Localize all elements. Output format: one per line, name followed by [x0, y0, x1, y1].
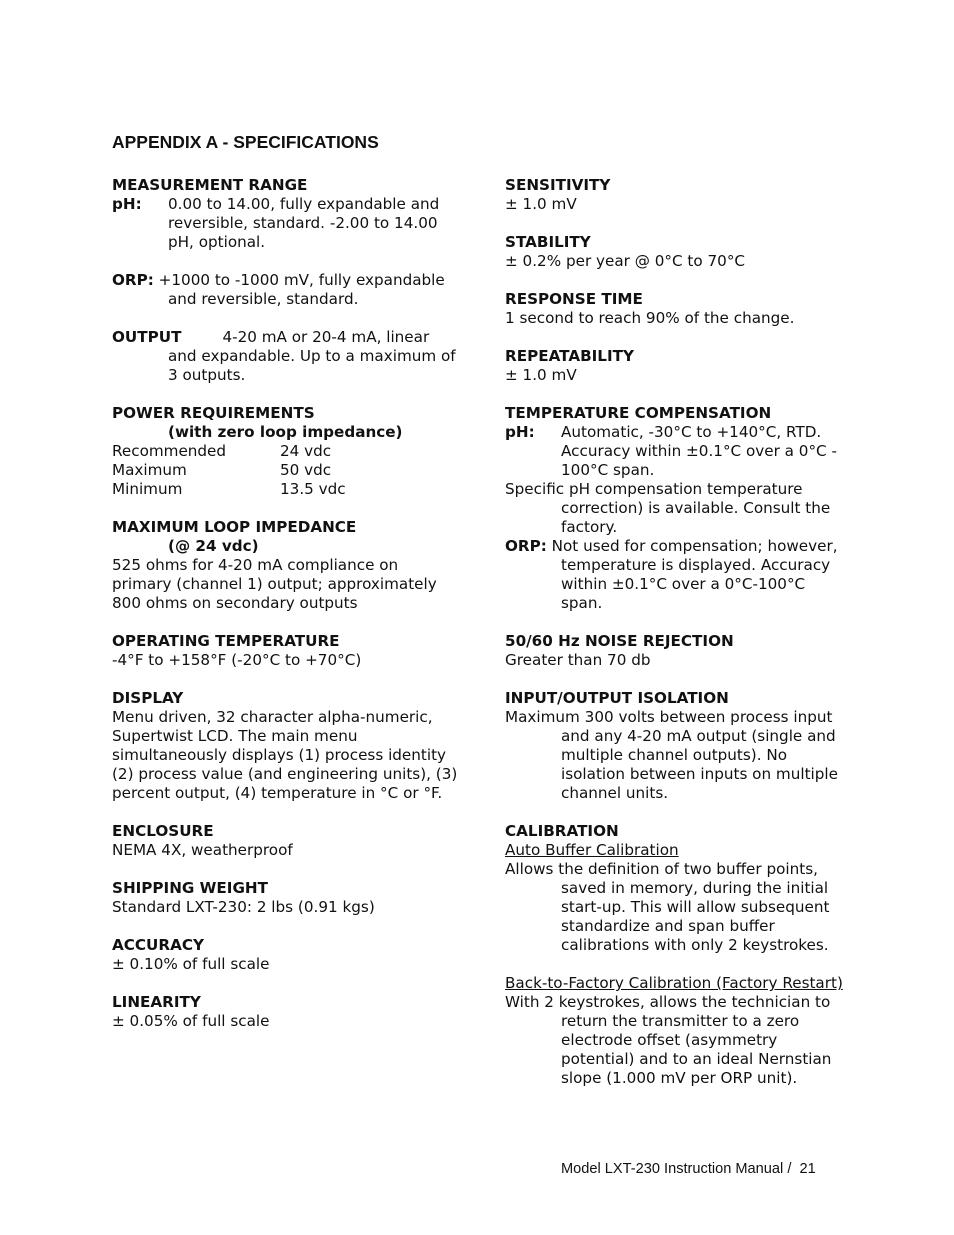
sensitivity-section — [505, 176, 850, 214]
repeatability-section — [505, 347, 850, 385]
operating-temp-section — [112, 632, 462, 670]
accuracy-heading: ACCURACY — [112, 936, 204, 954]
measurement-range-heading: MEASUREMENT RANGE — [112, 176, 308, 194]
enclosure-section — [112, 822, 462, 860]
accuracy-section — [112, 936, 462, 974]
power-row — [112, 480, 462, 499]
sensitivity-text: ± 1.0 mV — [505, 195, 577, 213]
display-section — [112, 689, 462, 803]
display-heading: DISPLAY — [112, 689, 184, 707]
noise-heading: 50/60 Hz NOISE REJECTION — [505, 632, 734, 650]
calibration-heading: CALIBRATION — [505, 822, 619, 840]
measurement-range-ph — [112, 195, 462, 252]
isolation-section — [505, 689, 850, 803]
temp-comp-orp — [505, 537, 850, 613]
temp-comp-orp-label: ORP: — [505, 537, 547, 555]
auto-buffer-text: Allows the definition of two buffer points, saved in memory, during the initial start-up. This will allow subsequent standardize and span buffer calibrations with only 2 keystrokes. — [505, 860, 830, 954]
power-heading: POWER REQUIREMENTS — [112, 404, 315, 422]
linearity-text: ± 0.05% of full scale — [112, 1012, 270, 1030]
operating-temp-text: -4°F to +158°F (-20°C to +70°C) — [112, 651, 362, 669]
factory-calibration-section — [505, 974, 850, 1088]
power-row-value: 50 vdc — [280, 461, 332, 479]
factory-calibration-title-wrap — [505, 974, 850, 993]
orp-range-paragraph — [112, 271, 462, 309]
shipping-text: Standard LXT-230: 2 lbs (0.91 kgs) — [112, 898, 375, 916]
power-row-value: 13.5 vdc — [280, 480, 346, 498]
linearity-section — [112, 993, 462, 1031]
footer-manual-title: Model LXT-230 Instruction Manual / — [561, 1161, 792, 1177]
power-subheading: (with zero loop impedance) — [168, 423, 403, 441]
temp-comp-heading: TEMPERATURE COMPENSATION — [505, 404, 772, 422]
temp-comp-ph-label: pH: — [505, 423, 535, 441]
loop-text: 525 ohms for 4-20 mA compliance on primary (channel 1) output; approximately 800 ohms on secondary outputs — [112, 556, 437, 612]
noise-text: Greater than 70 db — [505, 651, 651, 669]
repeatability-text: ± 1.0 mV — [505, 366, 577, 384]
stability-text: ± 0.2% per year @ 0°C to 70°C — [505, 252, 746, 270]
orp-range-text: +1000 to -1000 mV, fully expandable and reversible, standard. — [158, 271, 445, 308]
sensitivity-heading: SENSITIVITY — [505, 176, 611, 194]
accuracy-text: ± 0.10% of full scale — [112, 955, 270, 973]
ph-range-text: 0.00 to 14.00, fully expandable and reversible, standard. -2.00 to 14.00 pH, optional. — [168, 195, 440, 251]
enclosure-heading: ENCLOSURE — [112, 822, 214, 840]
response-text: 1 second to reach 90% of the change. — [505, 309, 795, 327]
temp-comp-specific: Specific pH compensation temperature correction) is available. Consult the factory. — [505, 480, 831, 536]
temp-comp-ph-text: Automatic, -30°C to +140°C, RTD. Accuracy within ±0.1°C over a 0°C - 100°C span. — [561, 423, 837, 479]
output-section — [112, 328, 462, 385]
isolation-text: Maximum 300 volts between process input and any 4-20 mA output (single and multiple channel outputs). No isolation between inputs on multiple channel units. — [505, 708, 838, 802]
power-row — [112, 442, 462, 461]
repeatability-heading: REPEATABILITY — [505, 347, 634, 365]
power-section — [112, 404, 462, 499]
enclosure-text: NEMA 4X, weatherproof — [112, 841, 293, 859]
auto-buffer-title: Auto Buffer Calibration — [505, 841, 679, 859]
page-number: 21 — [799, 1161, 816, 1177]
factory-calibration-title: Back-to-Factory Calibration (Factory Restart) — [505, 974, 843, 992]
loop-heading: MAXIMUM LOOP IMPEDANCE — [112, 518, 357, 536]
loop-section — [112, 518, 462, 613]
orp-label: ORP: — [112, 271, 154, 289]
temp-comp-orp-text: Not used for compensation; however, temperature is displayed. Accuracy within ±0.1°C over a 0°C-100°C span. — [551, 537, 838, 612]
temp-comp-section — [505, 404, 850, 613]
power-row-value: 24 vdc — [280, 442, 332, 460]
power-row — [112, 461, 462, 480]
power-row-label: Maximum — [112, 461, 187, 479]
factory-calibration-text: With 2 keystrokes, allows the technician to return the transmitter to a zero electrode offset (asymmetry potential) and to an ideal Nernstian slope (1.000 mV per ORP unit). — [505, 993, 832, 1087]
shipping-section — [112, 879, 462, 917]
temp-comp-ph — [505, 423, 850, 480]
stability-heading: STABILITY — [505, 233, 591, 251]
right-column — [505, 176, 850, 1107]
measurement-range-orp — [112, 271, 462, 309]
noise-section — [505, 632, 850, 670]
output-label: OUTPUT — [112, 328, 182, 346]
operating-temp-heading: OPERATING TEMPERATURE — [112, 632, 340, 650]
ph-label: pH: — [112, 195, 142, 213]
output-text: 4-20 mA or 20-4 mA, linear and expandable. Up to a maximum of 3 outputs. — [168, 328, 456, 384]
shipping-heading: SHIPPING WEIGHT — [112, 879, 268, 897]
stability-section — [505, 233, 850, 271]
page-footer — [561, 1160, 816, 1179]
power-row-label: Minimum — [112, 480, 183, 498]
response-heading: RESPONSE TIME — [505, 290, 643, 308]
response-section — [505, 290, 850, 328]
display-text: Menu driven, 32 character alpha-numeric, Supertwist LCD. The main menu simultaneously displays (1) process identity (2) process value (and engineering units), (3) percent output, (4) temperature in °C or °F. — [112, 708, 458, 802]
page-title: APPENDIX A - SPECIFICATIONS — [112, 132, 379, 152]
loop-subheading: (@ 24 vdc) — [168, 537, 259, 555]
calibration-section — [505, 822, 850, 955]
isolation-heading: INPUT/OUTPUT ISOLATION — [505, 689, 729, 707]
output-paragraph — [112, 328, 462, 385]
left-column — [112, 176, 462, 1050]
measurement-range-section — [112, 176, 462, 252]
linearity-heading: LINEARITY — [112, 993, 201, 1011]
power-row-label: Recommended — [112, 442, 227, 460]
